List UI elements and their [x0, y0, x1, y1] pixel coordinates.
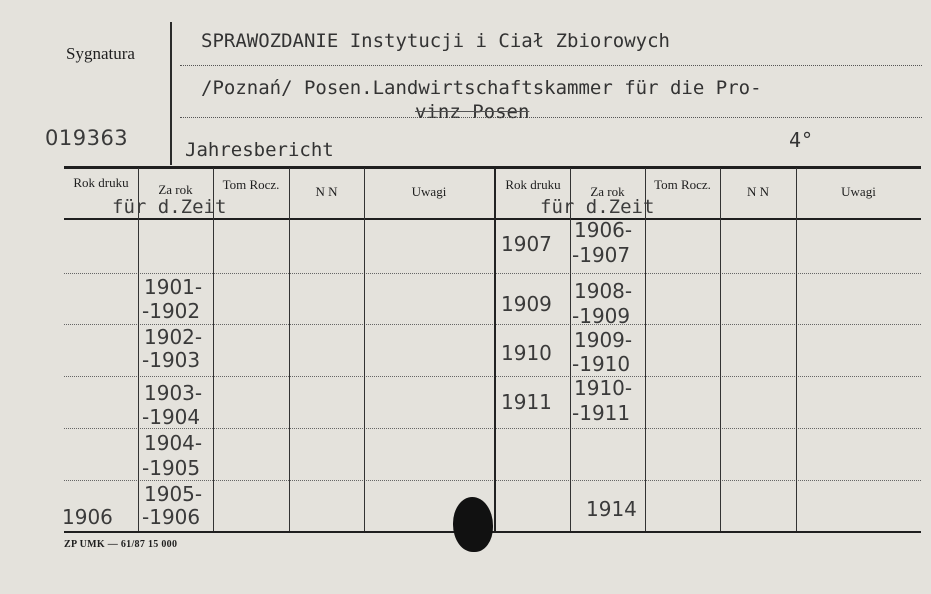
- col-rule: [289, 168, 290, 531]
- col-rule: [138, 168, 139, 531]
- col-rule: [645, 168, 646, 531]
- row-rule: [64, 273, 921, 274]
- right-row-4-rok-druku: 1911: [501, 390, 552, 414]
- dotted-rule-2: [180, 117, 922, 118]
- header-nn: N N: [315, 184, 338, 199]
- left-row-2-za-rok-start: 1902-: [144, 325, 203, 349]
- table-header-rule: [64, 218, 921, 220]
- row-rule: [64, 376, 921, 377]
- header-uwagi: Uwagi: [411, 184, 447, 199]
- header-rok-druku: Rok druku: [505, 177, 561, 192]
- header-tom-rocz: Tom Rocz.: [654, 177, 711, 192]
- col-rule: [364, 168, 365, 531]
- title-line-3: vinz Posen: [415, 101, 530, 123]
- header-rok-druku: Rok druku: [73, 175, 129, 190]
- typed-overlay-right: für d.Zeit: [540, 196, 655, 218]
- title-line-1: SPRAWOZDANIE Instytucji i Ciał Zbiorowych: [201, 30, 670, 52]
- row-rule: [64, 480, 921, 481]
- left-row-5-rok-druku: 1906: [62, 505, 113, 529]
- table-top-rule: [64, 166, 921, 169]
- left-row-5-za-rok-end: -1906: [142, 505, 201, 529]
- left-row-5-za-rok-start: 1905-: [144, 482, 203, 506]
- left-row-2-za-rok-end: -1903: [142, 348, 201, 372]
- left-row-3-za-rok-end: -1904: [142, 405, 201, 429]
- col-rule: [720, 168, 721, 531]
- right-row-5-za-rok: 1914: [586, 497, 637, 521]
- left-row-4-za-rok-start: 1904-: [144, 431, 203, 455]
- right-row-4-za-rok-start: 1910-: [574, 376, 633, 400]
- header-za-rok: Za rok: [590, 184, 625, 199]
- right-row-1-rok-druku: 1907: [501, 232, 552, 256]
- left-row-1-za-rok-end: -1902: [142, 299, 201, 323]
- right-row-4-za-rok-end: -1911: [572, 401, 631, 425]
- header-divider: [170, 22, 172, 165]
- left-row-3-za-rok-start: 1903-: [144, 381, 203, 405]
- dotted-rule-1: [180, 65, 922, 66]
- col-rule: [570, 168, 571, 531]
- header-nn: N N: [746, 184, 770, 199]
- title-line-2: /Poznań/ Posen.Landwirtschaftskammer für die Pro-: [201, 77, 762, 99]
- right-row-3-rok-druku: 1910: [501, 341, 552, 365]
- right-row-2-rok-druku: 1909: [501, 292, 552, 316]
- right-row-3-za-rok-start: 1909-: [574, 328, 633, 352]
- header-uwagi: Uwagi: [841, 184, 876, 199]
- footer-print-code: ZP UMK — 61/87 15 000: [64, 539, 178, 550]
- signature-label: Sygnatura: [66, 44, 135, 63]
- col-rule: [213, 168, 214, 531]
- right-row-2-za-rok-start: 1908-: [574, 279, 633, 303]
- header-tom-rocz: Tom Rocz.: [222, 177, 280, 192]
- left-row-4-za-rok-end: -1905: [142, 456, 201, 480]
- left-row-1-za-rok-start: 1901-: [144, 275, 203, 299]
- right-row-3-za-rok-end: -1910: [572, 352, 631, 376]
- subtitle: Jahresbericht: [185, 139, 334, 161]
- right-row-2-za-rok-end: -1909: [572, 304, 631, 328]
- right-row-1-za-rok-end: -1907: [572, 243, 631, 267]
- header-za-rok: Za rok: [158, 182, 193, 197]
- typed-overlay-left: für d.Zeit: [112, 196, 227, 218]
- punch-hole: [453, 497, 493, 552]
- col-rule-center: [494, 168, 496, 531]
- col-rule: [796, 168, 797, 531]
- format-label: 4°: [789, 128, 814, 152]
- right-row-1-za-rok-start: 1906-: [574, 218, 633, 242]
- signature-number: 019363: [45, 126, 129, 150]
